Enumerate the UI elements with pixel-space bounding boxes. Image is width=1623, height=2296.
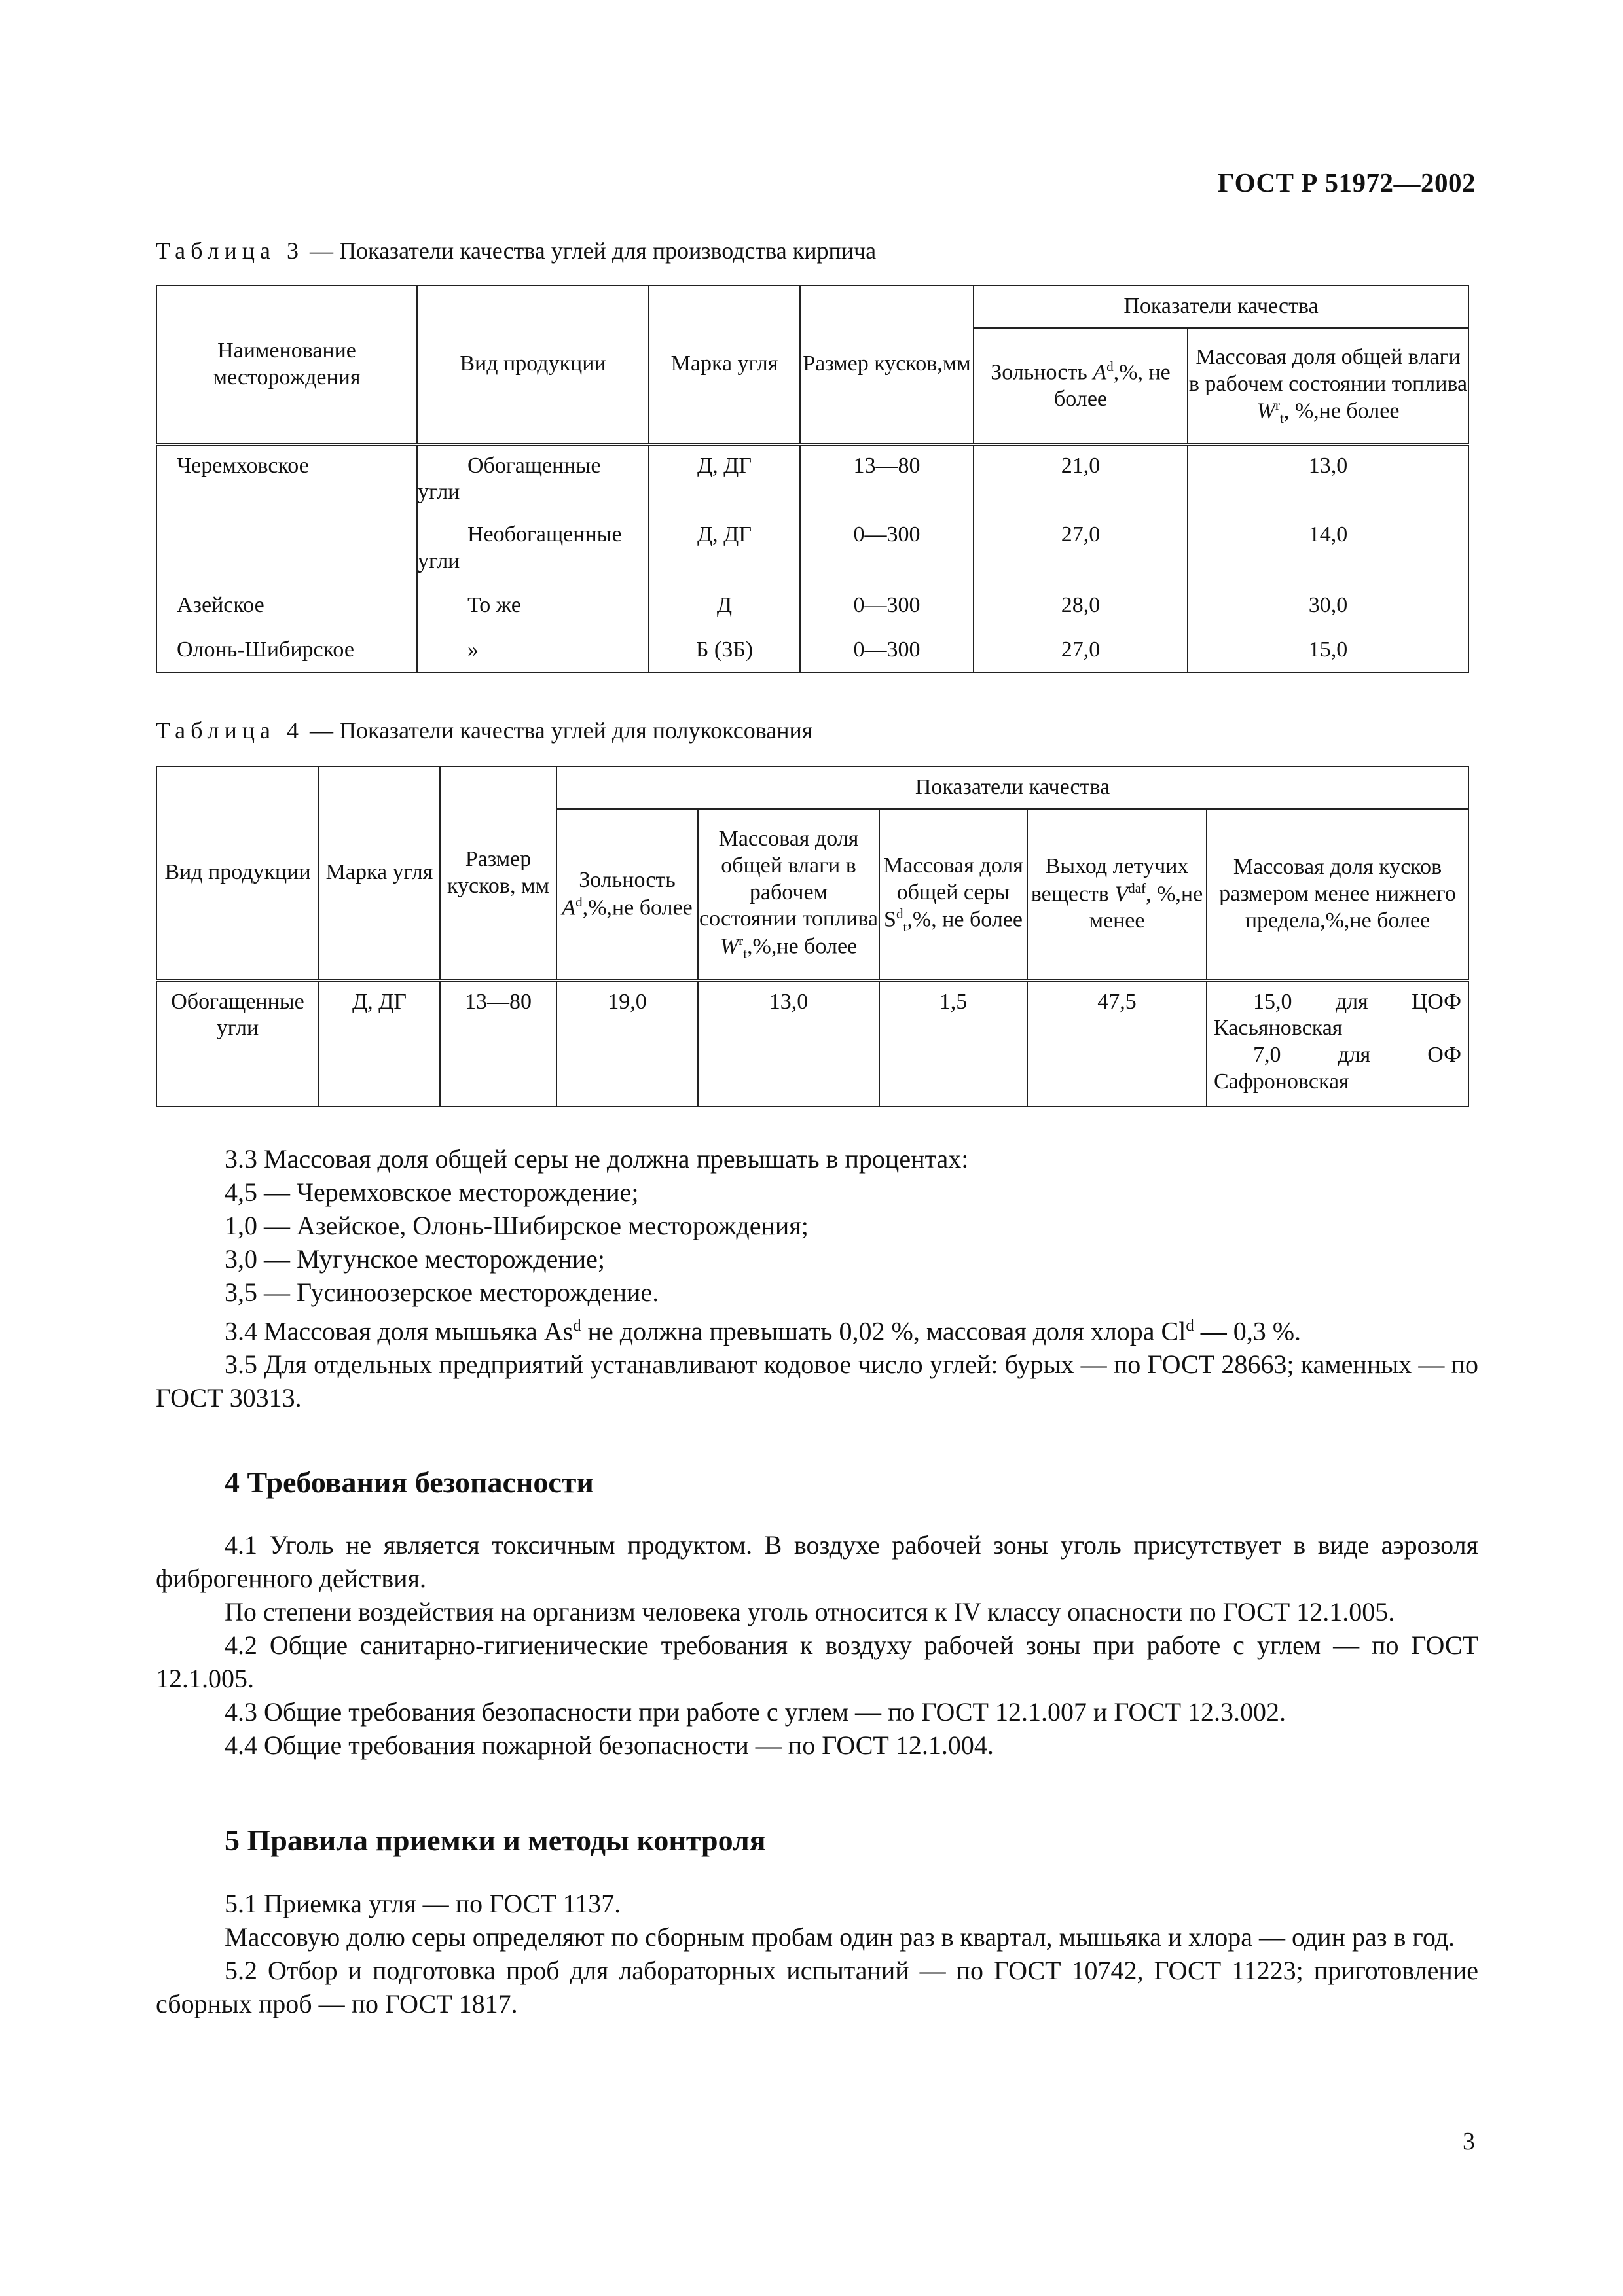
paragraph-4-1: 4.1 Уголь не является токсичным продуктом. В воздухе рабочей зоны уголь присутствует в виде аэрозоля фиброгенного действия. (156, 1530, 1478, 1593)
t4-header-volatile: Выход летучих веществ $V^{daf}$, %,не менее (1027, 809, 1207, 980)
table4-caption (156, 717, 812, 744)
document-id: ГОСТ Р 51972—2002 (1218, 168, 1476, 198)
paragraph-5-1b: Массовую долю серы определяют по сборным пробам один раз в квартал, мышьяка и хлора — один раз в год. (225, 1922, 1455, 1952)
t4-row (156, 980, 1468, 1107)
sulfur-list-item: 3,0 — Мугунское месторождение; (225, 1244, 605, 1274)
table4-caption-text: — Показатели качества углей для полукоксования (303, 717, 813, 744)
t3-row (156, 630, 1468, 672)
paragraph-5-1: 5.1 Приемка угля — по ГОСТ 1137. (225, 1889, 621, 1918)
paragraph-4-1b: По степени воздействия на организм человека уголь относится к IV классу опасности по ГОСТ 12.1.005. (225, 1597, 1395, 1626)
t3-cell-size: 0—300 (800, 586, 974, 630)
t3-row (156, 444, 1468, 515)
t3-header-product: Вид продукции (417, 285, 649, 444)
t3-cell-moisture: 14,0 (1188, 515, 1468, 586)
table3-caption (156, 237, 876, 264)
section5-title: 5 Правила приемки и методы контроля (225, 1823, 766, 1857)
t3-cell-ash: 27,0 (974, 630, 1188, 672)
t4-header-grade: Марка угля (319, 766, 440, 980)
t3-cell-deposit: Азейское (156, 586, 417, 630)
t3-cell-ash: 27,0 (974, 515, 1188, 586)
t3-cell-deposit: Олонь-Шибирское (156, 630, 417, 672)
t4-header-fines: Массовая доля кусков размером менее нижнего предела,%,не более (1207, 809, 1468, 980)
t3-row (156, 586, 1468, 630)
t4-header-sulfur: Массовая доля общей серы $S^d_t,\%$, не более (879, 809, 1027, 980)
t4-fines-line-1: 15,0 для ЦОФ Касьяновская (1214, 989, 1462, 1041)
section5-text (156, 1887, 1478, 2020)
t4-cell-size: 13—80 (440, 980, 556, 1107)
sulfur-list-item: 4,5 — Черемховское месторождение; (225, 1177, 639, 1207)
t4-header-size: Размер кусков, мм (440, 766, 556, 980)
table3 (156, 285, 1469, 673)
t3-cell-moisture: 15,0 (1188, 630, 1468, 672)
t3-cell-moisture: 13,0 (1188, 444, 1468, 515)
sulfur-list-item: 3,5 — Гусиноозерское месторождение. (225, 1278, 659, 1307)
t3-cell-grade: Д (649, 586, 800, 630)
t4-cell-fines (1207, 980, 1468, 1107)
t3-row (156, 515, 1468, 586)
page-number: 3 (1463, 2128, 1475, 2155)
section4-text (156, 1528, 1478, 1762)
table4 (156, 766, 1469, 1107)
t3-header-moisture: Массовая доля общей влаги в рабочем состоянии топлива $W^r_t$, %,не более (1188, 328, 1468, 444)
t4-cell-grade: Д, ДГ (319, 980, 440, 1107)
t3-cell-ash: 28,0 (974, 586, 1188, 630)
t4-cell-moisture: 13,0 (698, 980, 879, 1107)
t3-cell-ash: 21,0 (974, 444, 1188, 515)
t3-header-size: Размер кусков,мм (800, 285, 974, 444)
t3-header-ash: Зольность $A^d,\%$, не более (974, 328, 1188, 444)
t3-cell-product: Обогащенные угли (417, 444, 649, 515)
t3-cell-product: » (417, 630, 649, 672)
paragraph-4-3: 4.3 Общие требования безопасности при работе с углем — по ГОСТ 12.1.007 и ГОСТ 12.3.002. (225, 1697, 1286, 1727)
paragraph-5-2: 5.2 Отбор и подготовка проб для лабораторных испытаний — по ГОСТ 10742, ГОСТ 11223; приготовление сборных проб — по ГОСТ 1817. (156, 1956, 1478, 2018)
table4-caption-label: Таблица 4 (156, 717, 304, 744)
paragraph-3-3: 3.3 Массовая доля общей серы не должна превышать в процентах: (225, 1144, 969, 1174)
paragraph-3-5: 3.5 Для отдельных предприятий устанавливают кодовое число углей: бурых — по ГОСТ 28663; каменных — по ГОСТ 30313. (156, 1350, 1478, 1413)
t3-cell-product: То же (417, 586, 649, 630)
t3-cell-deposit: Черемховское (156, 444, 417, 515)
table3-caption-text: — Показатели качества углей для производства кирпича (303, 238, 877, 264)
t3-cell-moisture: 30,0 (1188, 586, 1468, 630)
t4-header-product: Вид продукции (156, 766, 319, 980)
t4-cell-product: Обогащенные угли (156, 980, 319, 1107)
paragraph-3-4: 3.4 Массовая доля мышьяка As$^d$ не должна превышать 0,02 %, массовая доля хлора Cl$^d$ — 0,3 %. (225, 1316, 1302, 1346)
t3-cell-size: 0—300 (800, 630, 974, 672)
t3-cell-size: 0—300 (800, 515, 974, 586)
t3-cell-size: 13—80 (800, 444, 974, 515)
t4-header-ash: Зольность $A^d,\%,не$ более (556, 809, 698, 980)
t4-header-quality-group: Показатели качества (556, 766, 1468, 809)
t3-cell-grade: Д, ДГ (649, 444, 800, 515)
paragraph-4-4: 4.4 Общие требования пожарной безопасности — по ГОСТ 12.1.004. (225, 1731, 994, 1760)
paragraph-4-2: 4.2 Общие санитарно-гигиенические требования к воздуху рабочей зоны при работе с углем — по ГОСТ 12.1.005. (156, 1630, 1478, 1693)
sulfur-list-item: 1,0 — Азейское, Олонь-Шибирское месторождения; (225, 1211, 809, 1240)
t4-cell-ash: 19,0 (556, 980, 698, 1107)
section3-text (156, 1142, 1478, 1414)
t3-cell-deposit (156, 515, 417, 586)
t3-cell-grade: Б (3Б) (649, 630, 800, 672)
t3-cell-product: Необогащенные угли (417, 515, 649, 586)
t4-fines-line-2: 7,0 для ОФ Сафроновская (1214, 1043, 1462, 1094)
t4-cell-volatile: 47,5 (1027, 980, 1207, 1107)
section4-title: 4 Требования безопасности (225, 1465, 594, 1499)
t3-header-deposit: Наименование месторождения (156, 285, 417, 444)
t3-cell-grade: Д, ДГ (649, 515, 800, 586)
t4-header-moisture: Массовая доля общей влаги в рабочем состоянии топлива $W^r_t,\%,не$ более (698, 809, 879, 980)
table3-caption-label: Таблица 3 (156, 238, 304, 264)
t4-cell-sulfur: 1,5 (879, 980, 1027, 1107)
t3-header-grade: Марка угля (649, 285, 800, 444)
t3-header-quality-group: Показатели качества (974, 285, 1468, 328)
